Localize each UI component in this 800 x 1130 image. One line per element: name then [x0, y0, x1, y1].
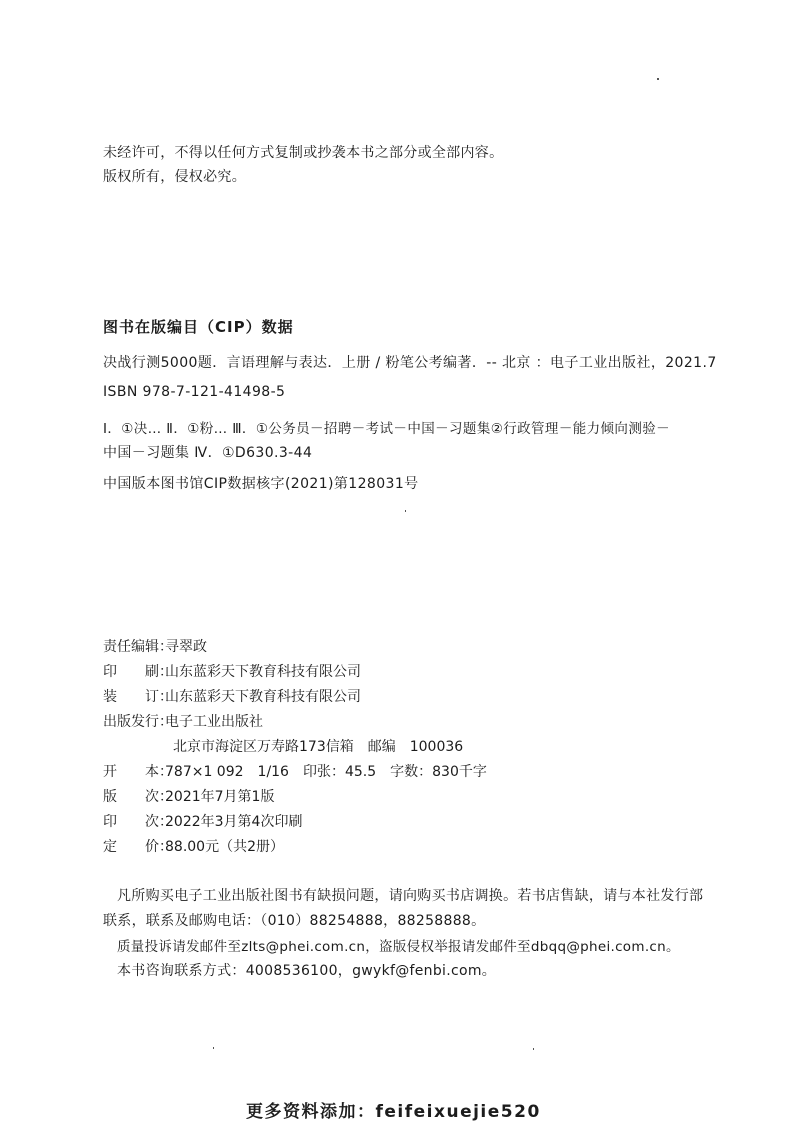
credit-publisher-value: 电子工业出版社 [165, 714, 263, 730]
credit-edition-label: 版 次： [103, 789, 173, 805]
credit-format-label: 开 本： [103, 764, 173, 780]
scan-speck [213, 1047, 214, 1049]
scan-speck [657, 78, 659, 80]
credit-bind-label: 装 订： [103, 689, 173, 705]
credit-print [103, 661, 361, 681]
credit-address-value: 北京市海淀区万寿路173信箱 邮编 100036 [173, 739, 464, 755]
notice-line-2: 联系，联系及邮购电话：（010）88254888，88258888。 [103, 913, 486, 929]
credit-edition-value: 2021年7月第1版 [165, 789, 275, 805]
cip-isbn: ISBN 978-7-121-41498-5 [103, 384, 286, 400]
credit-editor [103, 636, 207, 656]
credit-price-value: 88.00元（共2册） [165, 839, 284, 855]
credit-bind-value: 山东蓝彩天下教育科技有限公司 [165, 689, 361, 705]
credit-print-value: 山东蓝彩天下教育科技有限公司 [165, 664, 361, 680]
credit-editor-label: 责任编辑： [103, 639, 173, 655]
notice-line-4: 本书咨询联系方式：4008536100，gwykf@fenbi.com。 [117, 963, 497, 979]
copyright-line-2: 版权所有，侵权必究。 [103, 169, 246, 185]
credit-edition [103, 786, 274, 806]
credit-publisher [103, 711, 263, 731]
cip-title: 图书在版编目（CIP）数据 [103, 318, 294, 336]
cip-book-line: 决战行测5000题．言语理解与表达．上册 / 粉笔公考编著．-- 北京 ：电子工业出版社，2021.7 [103, 355, 717, 371]
credit-price-label: 定 价： [103, 839, 173, 855]
credit-publisher-label: 出版发行： [103, 714, 173, 730]
credit-price [103, 836, 284, 856]
credit-editor-value: 寻翠政 [165, 639, 207, 655]
credit-format-value: 787×1 092 1/16 印张：45.5 字数：830千字 [165, 764, 487, 780]
cip-verification: 中国版本图书馆CIP数据核字(2021)第128031号 [103, 476, 419, 492]
cip-classification-line-2: 中国－习题集 Ⅳ．①D630.3-44 [103, 445, 313, 461]
credit-printing [103, 811, 302, 831]
credit-printing-value: 2022年3月第4次印刷 [165, 814, 303, 830]
scan-speck [405, 510, 406, 512]
notice-line-1: 凡所购买电子工业出版社图书有缺损问题，请向购买书店调换。若书店售缺，请与本社发行部 [117, 888, 704, 904]
notice-line-3: 质量投诉请发邮件至zlts@phei.com.cn，盗版侵权举报请发邮件至dbqq@phei.com.cn。 [117, 939, 680, 955]
credit-printing-label: 印 次： [103, 814, 173, 830]
scan-speck [533, 1048, 534, 1050]
credit-print-label: 印 刷： [103, 664, 173, 680]
cip-classification-line-1: Ⅰ．①决… Ⅱ．①粉… Ⅲ．①公务员－招聘－考试－中国－习题集②行政管理－能力倾向测验－ [103, 421, 671, 437]
credit-format [103, 761, 487, 781]
credit-bind [103, 686, 361, 706]
copyright-line-1: 未经许可，不得以任何方式复制或抄袭本书之部分或全部内容。 [103, 145, 504, 161]
footer-contact: 更多资料添加：feifeixuejie520 [246, 1102, 541, 1122]
credit-address [173, 736, 463, 756]
